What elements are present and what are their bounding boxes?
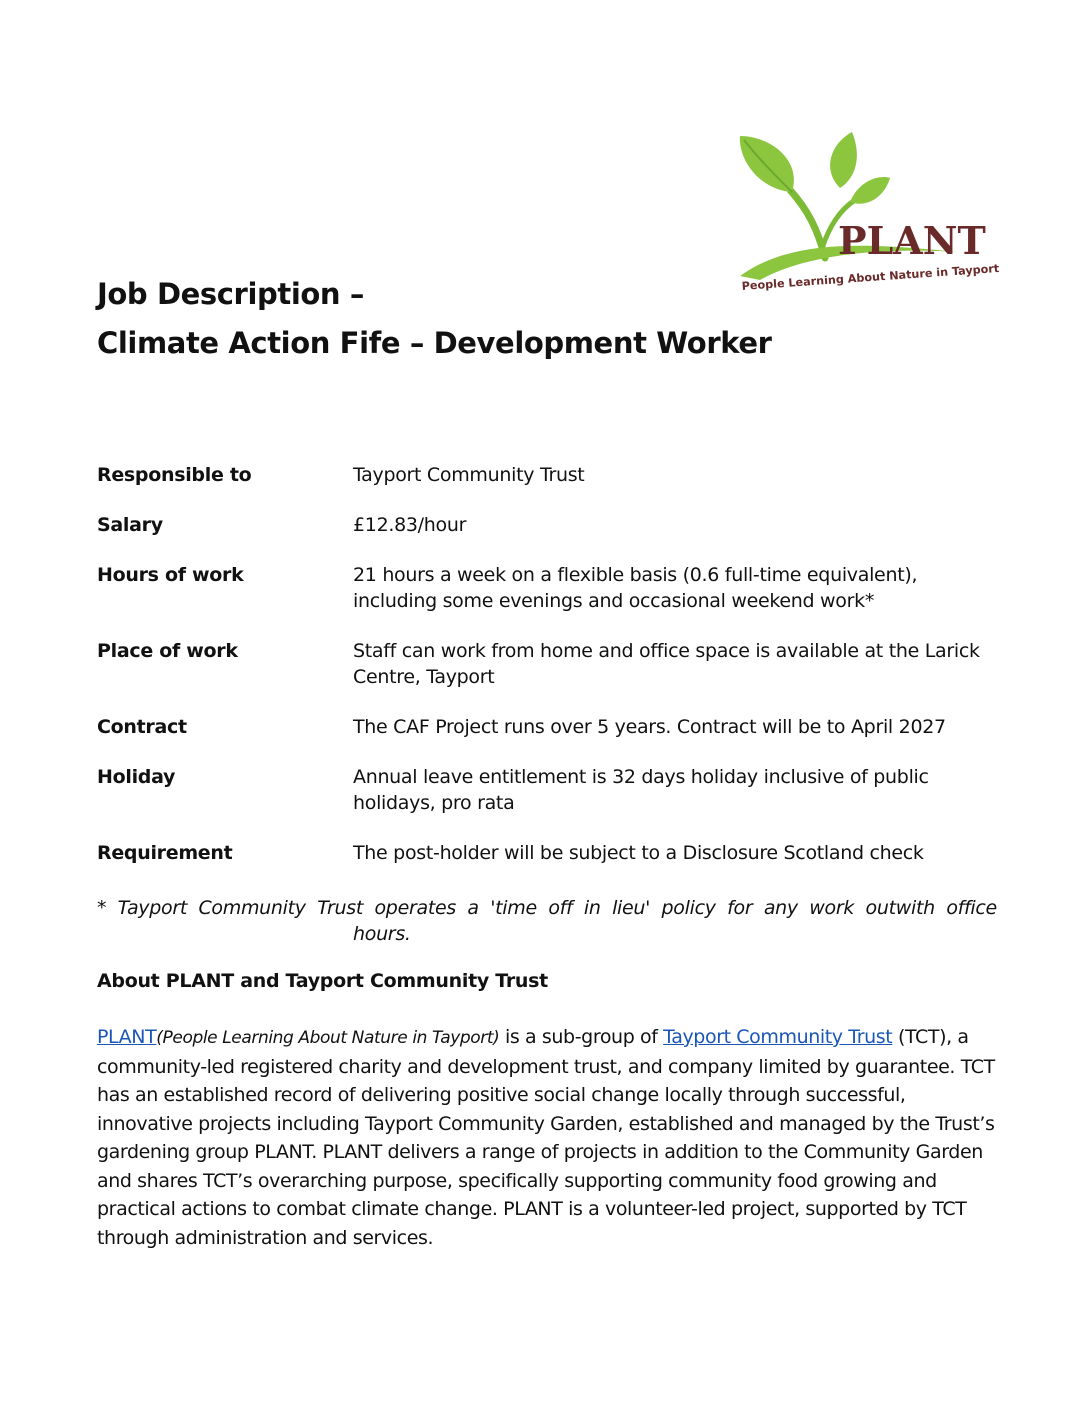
footnote-word: a	[467, 897, 479, 919]
plant-logo	[730, 130, 1000, 306]
footnote-word: operates	[374, 897, 456, 919]
about-text: (TCT), a community-led registered charity and development trust, and company limited by guarantee. TCT has an established record of delivering positive social change locally through successful, innovative projects including Tayport Community Garden, established and managed by the Trust’s gardening group PLANT. PLANT delivers a range of projects in addition to the Community Garden and shares TCT’s overarching purpose, specifically supporting community food growing and practical actions to combat climate change. PLANT is a volunteer-led project, supported by TCT through administration and services.	[97, 1026, 995, 1249]
footnote-line	[97, 895, 997, 921]
footnote-word: Tayport	[117, 897, 188, 919]
detail-row-responsible-to	[97, 462, 1007, 488]
detail-row-holiday	[97, 764, 1007, 816]
about-paragraph	[97, 1023, 997, 1252]
plant-expansion: (People Learning About Nature in Tayport)	[156, 1028, 500, 1048]
footnote-word: Community	[198, 897, 306, 919]
plant-logo-graphic	[730, 130, 1000, 306]
detail-row-requirement	[97, 840, 1007, 866]
detail-value: £12.83/hour	[353, 514, 467, 536]
footnote-word: any	[763, 897, 798, 919]
detail-label: Responsible to	[97, 464, 252, 486]
footnote-word: office	[946, 897, 997, 919]
toil-footnote	[97, 895, 997, 947]
footnote-word: lieu'	[612, 897, 651, 919]
tct-link[interactable]: Tayport Community Trust	[663, 1026, 893, 1048]
about-text: is a sub-group of	[499, 1026, 664, 1048]
detail-value: Staff can work from home and office space is available at the Larick Centre, Tayport	[353, 640, 980, 688]
footnote-line	[97, 921, 997, 947]
job-details-table	[97, 462, 1007, 890]
page-title-line-2: Climate Action Fife – Development Worker	[97, 326, 772, 360]
footnote-word: outwith	[865, 897, 935, 919]
footnote-word: policy	[661, 897, 716, 919]
detail-row-place	[97, 638, 1007, 690]
footnote-marker: *	[97, 897, 107, 919]
detail-label: Hours of work	[97, 564, 244, 586]
footnote-word: 'time	[490, 897, 537, 919]
detail-value: Annual leave entitlement is 32 days holiday inclusive of public holidays, pro rata	[353, 766, 929, 814]
detail-label: Salary	[97, 514, 163, 536]
detail-value: Tayport Community Trust	[353, 464, 585, 486]
detail-row-salary	[97, 512, 1007, 538]
detail-row-hours	[97, 562, 1007, 614]
footnote-word: work	[809, 897, 855, 919]
footnote-last-word: hours.	[353, 923, 411, 945]
detail-label: Requirement	[97, 842, 233, 864]
detail-value: The post-holder will be subject to a Disclosure Scotland check	[353, 842, 924, 864]
page-title-line-1: Job Description –	[97, 277, 364, 311]
footnote-word: off	[548, 897, 573, 919]
footnote-word: in	[583, 897, 601, 919]
detail-row-contract	[97, 714, 1007, 740]
plant-link[interactable]: PLANT	[97, 1026, 157, 1048]
detail-label: Place of work	[97, 640, 238, 662]
detail-label: Contract	[97, 716, 187, 738]
detail-value: The CAF Project runs over 5 years. Contract will be to April 2027	[353, 716, 946, 738]
detail-value: 21 hours a week on a flexible basis (0.6 full-time equivalent), including some evenings and occasional weekend work*	[353, 564, 918, 612]
plant-logo-tagline: People Learning About Nature in Tayport	[741, 262, 1000, 293]
about-heading: About PLANT and Tayport Community Trust	[97, 970, 548, 992]
footnote-word: for	[727, 897, 753, 919]
footnote-word: Trust	[317, 897, 364, 919]
plant-logo-text: PLANT	[838, 218, 986, 263]
detail-label: Holiday	[97, 766, 176, 788]
